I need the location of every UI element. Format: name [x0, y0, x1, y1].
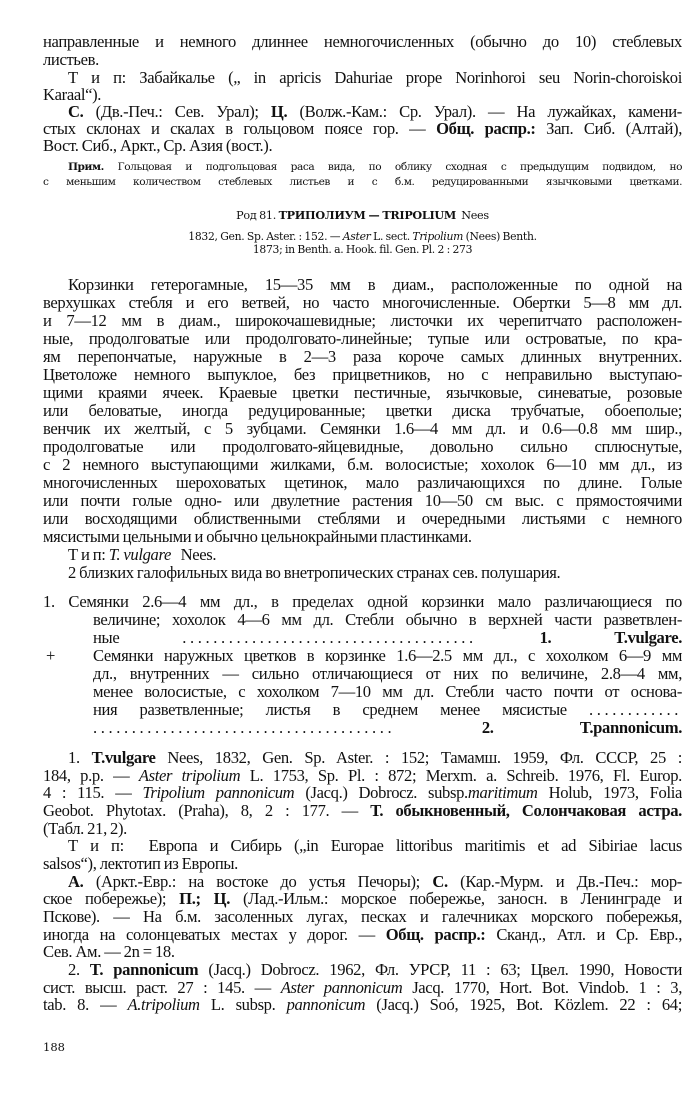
- description-line: ные, продолговатые или продолговато-линейные; тупые или островатые, по кра-: [43, 330, 682, 348]
- text: Jacq. 1770, Hort. Bot. Vindob. 1 : 3,: [412, 979, 682, 997]
- type-line: salsos“), лектотип из Европы.: [43, 855, 238, 873]
- type-text: Европа и Сибирь („in Europae littoribus maritimis et ad Sibiriae lacus: [148, 837, 682, 855]
- text: (Jacq.) Soó, 1925, Bot. Közlem. 22 : 64;: [376, 996, 682, 1014]
- text-line: Karaal“).: [43, 86, 102, 104]
- italic-name: Aster pannonicum: [280, 979, 403, 997]
- genus-citation: 1873; in Benth. a. Hook. fil. Gen. Pl. 2 : 273: [252, 243, 473, 256]
- text: иногда на солонцеватых местах у дорог. —: [43, 926, 375, 944]
- text: 4 : 115. —: [43, 784, 132, 802]
- species-line: [43, 979, 682, 997]
- text: 184, p.p. —: [43, 767, 130, 785]
- italic-name: Aster tripolium: [138, 767, 241, 785]
- text: Holub, 1973, Folia: [548, 784, 682, 802]
- species-line: [68, 961, 682, 979]
- species-line: [43, 802, 682, 820]
- region-text: ское побережье);: [43, 890, 167, 908]
- key-line: менее волосистые, с хохолком 7—10 мм дл. Стебли часто почти от основа-: [93, 683, 682, 701]
- species-number: 1.: [68, 749, 80, 767]
- type-line: [68, 546, 682, 564]
- region-text: (Лад.-Ильм.: морское побережье, заносн. в Ленинграде и: [243, 890, 682, 908]
- description-line: ям перепончатые, наружные в 2—3 раза короче самых длинных внутренних.: [43, 348, 682, 366]
- description-line: или восходящими облиственными стеблями и очередными листьями с немного: [43, 510, 682, 528]
- type-species: T. vulgare: [108, 546, 171, 564]
- italic-name: maritimum: [467, 784, 538, 802]
- description-line: многочисленных шероховатых щетинок, мало различающихся по длине. Голые: [43, 474, 682, 492]
- description-line: мясистыми цельными и обычно цельнокрайными пластинками.: [43, 528, 472, 546]
- type-author: Nees.: [180, 546, 217, 564]
- text: Сканд., Атл. и Ср. Евр.,: [496, 926, 682, 944]
- note-text: Гольцовая и подгольцовая раса вида, по облику сходная с предыдущим подвидом, но: [117, 161, 682, 173]
- description-line: и 7—12 мм в диам., широкочашевидные; листочки их черепитчато расположен-: [43, 312, 682, 330]
- key-result: 2. T.pannonicum.: [481, 719, 682, 737]
- genus-name: ТРИПОЛИУМ — TRIPOLIUM: [278, 208, 456, 222]
- citation-text: 1832, Gen. Sp. Aster. : 152. —: [188, 230, 341, 243]
- key-line: [93, 629, 682, 647]
- key-leader-dots: ............: [589, 701, 682, 719]
- citation-italic: Tripolium: [412, 230, 464, 243]
- region-text: (Аркт.-Евр.: на востоке до устья Печоры);: [95, 873, 420, 891]
- key-line: Семянки наружных цветков в корзинке 1.6—2.5 мм дл., с хохолком 6—9 мм: [93, 647, 682, 665]
- text: Зап. Сиб. (Алтай),: [546, 120, 682, 138]
- species-line: (Табл. 21, 2).: [43, 820, 127, 838]
- text: (Jacq.) Dobrocz. subsp.: [305, 784, 468, 802]
- species-text: Nees, 1832, Gen. Sp. Aster. : 152; Тамамш. 1959, Фл. СССР, 25 :: [167, 749, 682, 767]
- description-line: Цветоложе немного выпуклое, без прицветников, но с неправильно выступаю-: [43, 366, 682, 384]
- description-line: или беловатые, иногда редуцированные; цветки диска трубчатые, обоеполые;: [43, 402, 682, 420]
- key-text: ные: [93, 629, 120, 647]
- key-leader-dots: .......................................: [93, 719, 396, 737]
- type-line: [68, 837, 682, 855]
- text: Geobot. Phytotax. (Praha), 8, 2 : 177. —: [43, 802, 358, 820]
- region-text: (Дв.-Печ.: Сев. Урал);: [95, 103, 259, 121]
- distribution-line: [43, 926, 682, 944]
- region-label: А.: [68, 873, 84, 891]
- species-name: T. pannonicum: [89, 961, 199, 979]
- text: сист. высш. раст. 27 : 145. —: [43, 979, 271, 997]
- italic-name: pannonicum: [286, 996, 366, 1014]
- description-line: верхушках стебля и его ветвей, но часто многочисленные. Обертки 5—8 мм дл.: [43, 294, 682, 312]
- note-line: с меньшим количеством стеблевых листьев и с б.м. редуцированными язычковыми цветками.: [43, 176, 682, 188]
- type-label: Т и п:: [68, 837, 124, 855]
- region-label: Ц.: [270, 103, 288, 121]
- text: стых склонах и скалах в гольцовом поясе гор. —: [43, 120, 426, 138]
- species-text: (Jacq.) Dobrocz. 1962, Фл. УРСР, 11 : 63; Цвел. 1990, Новости: [208, 961, 682, 979]
- genus-heading: [43, 208, 682, 222]
- description-line: щими краями ячеек. Краевые цветки пестичные, язычковые, синеватые, розовые: [43, 384, 682, 402]
- genus-prefix: Род 81.: [236, 209, 276, 222]
- key-line: [93, 701, 682, 719]
- distribution-line: [68, 873, 682, 891]
- italic-name: A.tripolium: [127, 996, 200, 1014]
- description-line: венчик их желтый, с 5 зубцами. Семянки 1.6—4 мм дл. и 0.6—0.8 мм шир.,: [43, 420, 682, 438]
- species-name: T.vulgare: [91, 749, 156, 767]
- key-plus-marker: +: [46, 647, 56, 665]
- citation-italic: Aster: [342, 230, 371, 243]
- species-number: 2.: [68, 961, 80, 979]
- text-line: листьев.: [43, 51, 99, 69]
- region-label: С.: [432, 873, 448, 891]
- page-number: 188: [43, 1040, 65, 1054]
- distribution-line: Пскове). — На б.м. засоленных лугах, песках и галечниках морского побережья,: [43, 908, 682, 926]
- text-line: направленные и немного длиннее немногочисленных (обычно до 10) стеблевых: [43, 33, 682, 51]
- citation-text: (Nees) Benth.: [465, 230, 537, 243]
- species-line: [43, 784, 682, 802]
- type-text: Забайкалье („ in apricis Dahuriae prope Norinhoroi seu Norin-choroiskoi: [139, 69, 682, 87]
- distribution-line: [43, 120, 682, 138]
- key-line: величине; хохолок 4—6 мм дл. Стебли обычно в верхней части разветвлен-: [93, 611, 682, 629]
- key-line: дл., внутренних — сильно отличающиеся от них по величине, 2.8—4 мм,: [93, 665, 682, 683]
- species-line: [68, 749, 682, 767]
- citation-text: L. sect.: [373, 230, 410, 243]
- chromosome-line: Сев. Ам. — 2n = 18.: [43, 943, 175, 961]
- description-line: с 2 немного выступающими жилками, б.м. волосистые; хохолок 6—10 мм дл., из: [43, 456, 682, 474]
- note-label: Прим.: [68, 161, 104, 173]
- region-text: (Волж.-Кам.: Ср. Урал). — На лужайках, камени-: [299, 103, 682, 121]
- general-distribution-label: Общ. распр.:: [436, 120, 536, 138]
- text: tab. 8. —: [43, 996, 117, 1014]
- key-result: 1. T.vulgare.: [539, 629, 682, 647]
- species-count-line: 2 близких галофильных вида во внетропических странах сев. полушария.: [68, 564, 561, 582]
- type-line: [68, 69, 682, 87]
- distribution-line: [43, 890, 682, 908]
- genus-author: Nees: [461, 209, 489, 222]
- text: L. subsp.: [210, 996, 276, 1014]
- type-label: Т и п:: [68, 69, 126, 87]
- genus-citation: [43, 230, 682, 244]
- region-label: П.; Ц.: [179, 890, 231, 908]
- text: L. 1753, Sp. Pl. : 872; Merxm. a. Schreib. 1976, Fl. Europ.: [249, 767, 682, 785]
- general-distribution-label: Общ. распр.:: [385, 926, 486, 944]
- type-label: Т и п:: [68, 546, 106, 564]
- description-line: продолговатые или продолговато-яйцевидные, довольно сильно сплюснутые,: [43, 438, 682, 456]
- description-line: или почти голые одно- или двулетние растения 10—50 см выс. с прямостоячими: [43, 492, 682, 510]
- common-names: Т. обыкновенный, Солончаковая астра.: [370, 802, 682, 820]
- distribution-line: [68, 103, 682, 121]
- note-line: [68, 160, 682, 174]
- species-line: [43, 767, 682, 785]
- region-text: (Кар.-Мурм. и Дв.-Печ.: мор-: [460, 873, 682, 891]
- key-text: ния разветвленные; листья в среднем менее мясистые: [93, 701, 567, 719]
- species-line: [43, 996, 682, 1014]
- key-line: 1. Семянки 2.6—4 мм дл., в пределах одной корзинки мало различающиеся по: [43, 593, 682, 611]
- italic-name: Tripolium pannonicum: [142, 784, 295, 802]
- description-line: Корзинки гетерогамные, 15—35 мм в диам., расположенные по одной на: [68, 276, 682, 294]
- region-label: С.: [68, 103, 84, 121]
- key-line: [93, 719, 682, 737]
- key-leader-dots: ......................................: [182, 629, 477, 647]
- text-line: Вост. Сиб., Аркт., Ср. Азия (вост.).: [43, 137, 273, 155]
